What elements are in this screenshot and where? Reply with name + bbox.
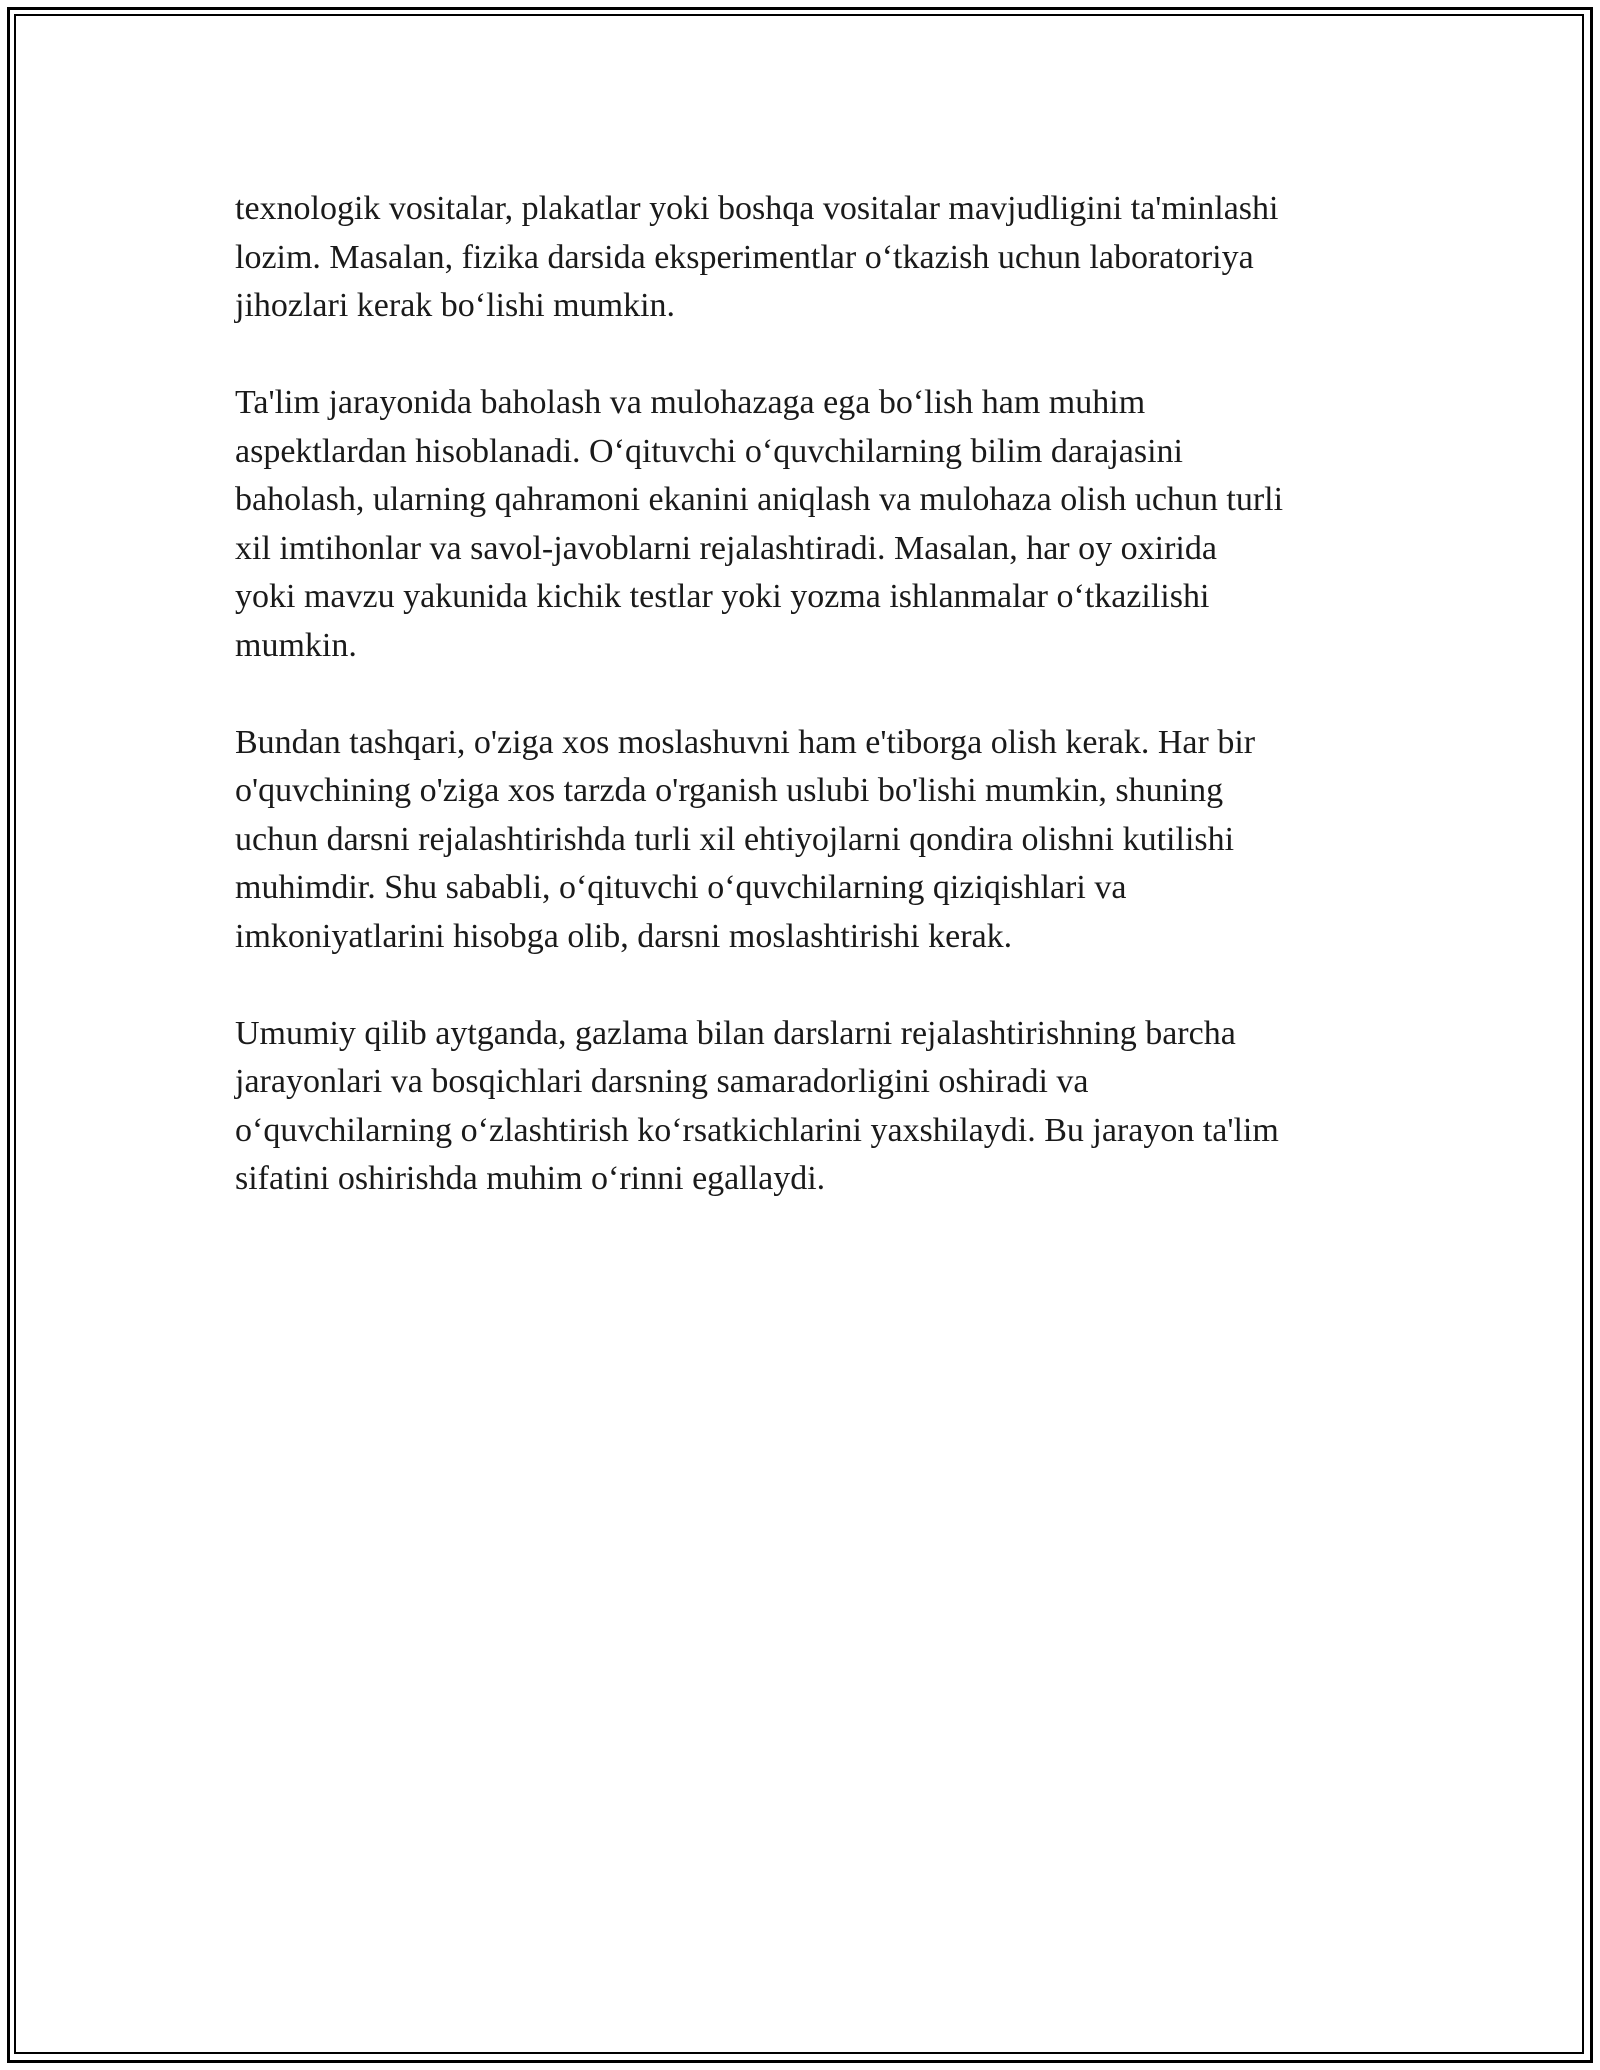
paragraph-1: texnologik vositalar, plakatlar yoki boshqa vositalar mavjudligini ta'minlashi lozim. Masalan, fizika darsida eksperimentlar o‘tkazish uchun laboratoriya jihozlari kerak bo‘lishi mumkin. xyxy=(235,190,1279,324)
paragraph-2: Ta'lim jarayonida baholash va mulohazaga ega bo‘lish ham muhim aspektlardan hisoblanadi. O‘qituvchi o‘quvchilarning bilim darajasini baholash, ularning qahramoni ekanini aniqlash va mulohaza olish uchun turli xil imtihonlar va savol-javoblarni rejalashtiradi. Masalan, har oy oxirida yoki mavzu yakunida kichik testlar yoki yozma ishlanmalar o‘tkazilishi mumkin. xyxy=(235,384,1284,664)
document-body xyxy=(235,185,1365,1252)
paragraph-3: Bundan tashqari, o'ziga xos moslashuvni ham e'tiborga olish kerak. Har bir o'quvchining o'ziga xos tarzda o'rganish uslubi bo'lishi mumkin, shuning uchun darsni rejalashtirishda turli xil ehtiyojlarni qondira olishni kutilishi muhimdir. Shu sababli, o‘qituvchi o‘quvchilarning qiziqishlari va imkoniyatlarini hisobga olib, darsni moslashtirishi kerak. xyxy=(235,723,1256,955)
paragraph-4: Umumiy qilib aytganda, gazlama bilan darslarni rejalashtirishning barcha jarayonlari va bosqichlari darsning samaradorligini oshiradi va o‘quvchilarning o‘zlashtirish ko‘rsatkichlarini yaxshilaydi. Bu jarayon ta'lim sifatini oshirishda muhim o‘rinni egallaydi. xyxy=(235,1014,1279,1197)
